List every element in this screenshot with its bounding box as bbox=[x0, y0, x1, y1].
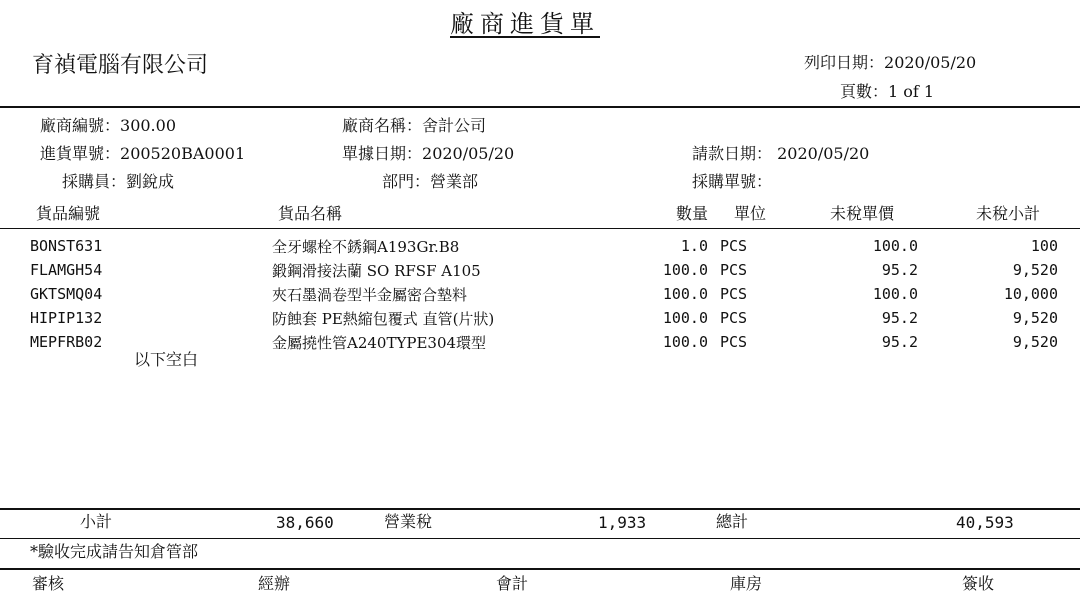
buyer-label: 採購員： bbox=[62, 172, 127, 191]
item-qty: 100.0 bbox=[662, 285, 708, 303]
po-no-label: 採購單號： bbox=[692, 172, 773, 191]
col-header-unit: 單位 bbox=[734, 204, 767, 223]
subtotal-value: 38,660 bbox=[276, 513, 334, 532]
po-no bbox=[692, 174, 772, 190]
note-divider bbox=[0, 538, 1080, 539]
blank-note: 以下空白 bbox=[134, 350, 199, 369]
document-title: 廠商進貨單 bbox=[450, 10, 600, 38]
item-unit: PCS bbox=[720, 237, 748, 255]
col-header-name: 貨品名稱 bbox=[278, 204, 343, 223]
doc-date bbox=[342, 146, 514, 162]
vendor-name-value: 舍計公司 bbox=[422, 116, 487, 135]
receipt-no bbox=[40, 146, 245, 162]
table-row bbox=[30, 258, 1058, 282]
item-code: FLAMGH54 bbox=[30, 261, 103, 279]
col-header-subtotal: 未稅小計 bbox=[976, 204, 1041, 223]
item-name: 夾石墨渦卷型半金屬密合墊料 bbox=[272, 285, 468, 304]
buyer-value: 劉銳成 bbox=[126, 172, 175, 191]
receipt-no-label: 進貨單號： bbox=[40, 144, 121, 163]
item-code: BONST631 bbox=[30, 237, 103, 255]
signature-receipt: 簽收 bbox=[962, 574, 995, 593]
item-code: MEPFRB02 bbox=[30, 333, 103, 351]
subtotal-label: 小計 bbox=[80, 512, 113, 531]
col-header-price: 未稅單價 bbox=[830, 204, 895, 223]
doc-date-value: 2020/05/20 bbox=[422, 144, 515, 163]
receipt-no-value: 200520BA0001 bbox=[120, 144, 246, 163]
item-unit: PCS bbox=[720, 285, 748, 303]
col-header-code: 貨品編號 bbox=[36, 204, 101, 223]
table-row bbox=[30, 306, 1058, 330]
table-row bbox=[30, 282, 1058, 306]
tax-label: 營業稅 bbox=[384, 512, 433, 531]
bill-date-label: 請款日期： bbox=[692, 144, 773, 163]
item-name: 金屬撓性管A240TYPE304環型 bbox=[272, 333, 487, 352]
item-qty: 1.0 bbox=[680, 237, 708, 255]
item-unit: PCS bbox=[720, 309, 748, 327]
header-divider bbox=[0, 106, 1080, 108]
column-header-divider bbox=[0, 228, 1080, 229]
item-subtotal: 9,520 bbox=[1012, 333, 1058, 351]
item-price: 100.0 bbox=[872, 285, 918, 303]
buyer bbox=[62, 174, 174, 190]
col-header-qty: 數量 bbox=[676, 204, 709, 223]
tax-value: 1,933 bbox=[598, 513, 647, 532]
item-price: 95.2 bbox=[881, 333, 918, 351]
total-value: 40,593 bbox=[956, 513, 1014, 532]
page-label: 頁數： bbox=[840, 82, 889, 101]
table-row bbox=[30, 234, 1058, 258]
company-name: 育禎電腦有限公司 bbox=[32, 53, 209, 78]
item-unit: PCS bbox=[720, 261, 748, 279]
total-label: 總計 bbox=[716, 512, 749, 531]
vendor-code-label: 廠商編號： bbox=[40, 116, 121, 135]
page-value: 1 of 1 bbox=[888, 82, 935, 101]
receiving-note: *驗收完成請告知倉管部 bbox=[30, 542, 199, 561]
page-count bbox=[840, 84, 934, 100]
item-name: 鍛鋼滑接法蘭 SO RFSF A105 bbox=[272, 261, 481, 280]
signature-handler: 經辦 bbox=[258, 574, 291, 593]
item-qty: 100.0 bbox=[662, 309, 708, 327]
item-code: GKTSMQ04 bbox=[30, 285, 103, 303]
signature-warehouse: 庫房 bbox=[730, 574, 763, 593]
item-unit: PCS bbox=[720, 333, 748, 351]
items-table bbox=[30, 234, 1058, 354]
item-subtotal: 9,520 bbox=[1012, 309, 1058, 327]
signature-review: 審核 bbox=[32, 574, 65, 593]
bill-date-value: 2020/05/20 bbox=[777, 144, 870, 163]
item-price: 95.2 bbox=[881, 309, 918, 327]
item-name: 防蝕套 PE熱縮包覆式 直管(片狀) bbox=[272, 309, 495, 328]
item-code: HIPIP132 bbox=[30, 309, 103, 327]
bill-date bbox=[692, 146, 869, 162]
print-date-label: 列印日期： bbox=[804, 53, 885, 72]
vendor-code bbox=[40, 118, 176, 134]
item-qty: 100.0 bbox=[662, 333, 708, 351]
item-subtotal: 100 bbox=[1030, 237, 1058, 255]
department bbox=[382, 174, 478, 190]
item-name: 全牙螺栓不銹鋼A193Gr.B8 bbox=[272, 237, 460, 256]
totals-top-divider bbox=[0, 508, 1080, 510]
signature-divider bbox=[0, 568, 1080, 570]
print-date-value: 2020/05/20 bbox=[884, 53, 977, 72]
item-subtotal: 9,520 bbox=[1012, 261, 1058, 279]
doc-date-label: 單據日期： bbox=[342, 144, 423, 163]
item-price: 100.0 bbox=[872, 237, 918, 255]
print-date bbox=[804, 55, 976, 71]
item-price: 95.2 bbox=[881, 261, 918, 279]
department-label: 部門： bbox=[382, 172, 431, 191]
department-value: 營業部 bbox=[430, 172, 479, 191]
item-qty: 100.0 bbox=[662, 261, 708, 279]
signature-accounting: 會計 bbox=[496, 574, 529, 593]
item-subtotal: 10,000 bbox=[1003, 285, 1058, 303]
vendor-code-value: 300.00 bbox=[120, 116, 176, 135]
vendor-name-label: 廠商名稱： bbox=[342, 116, 423, 135]
vendor-name bbox=[342, 118, 486, 134]
